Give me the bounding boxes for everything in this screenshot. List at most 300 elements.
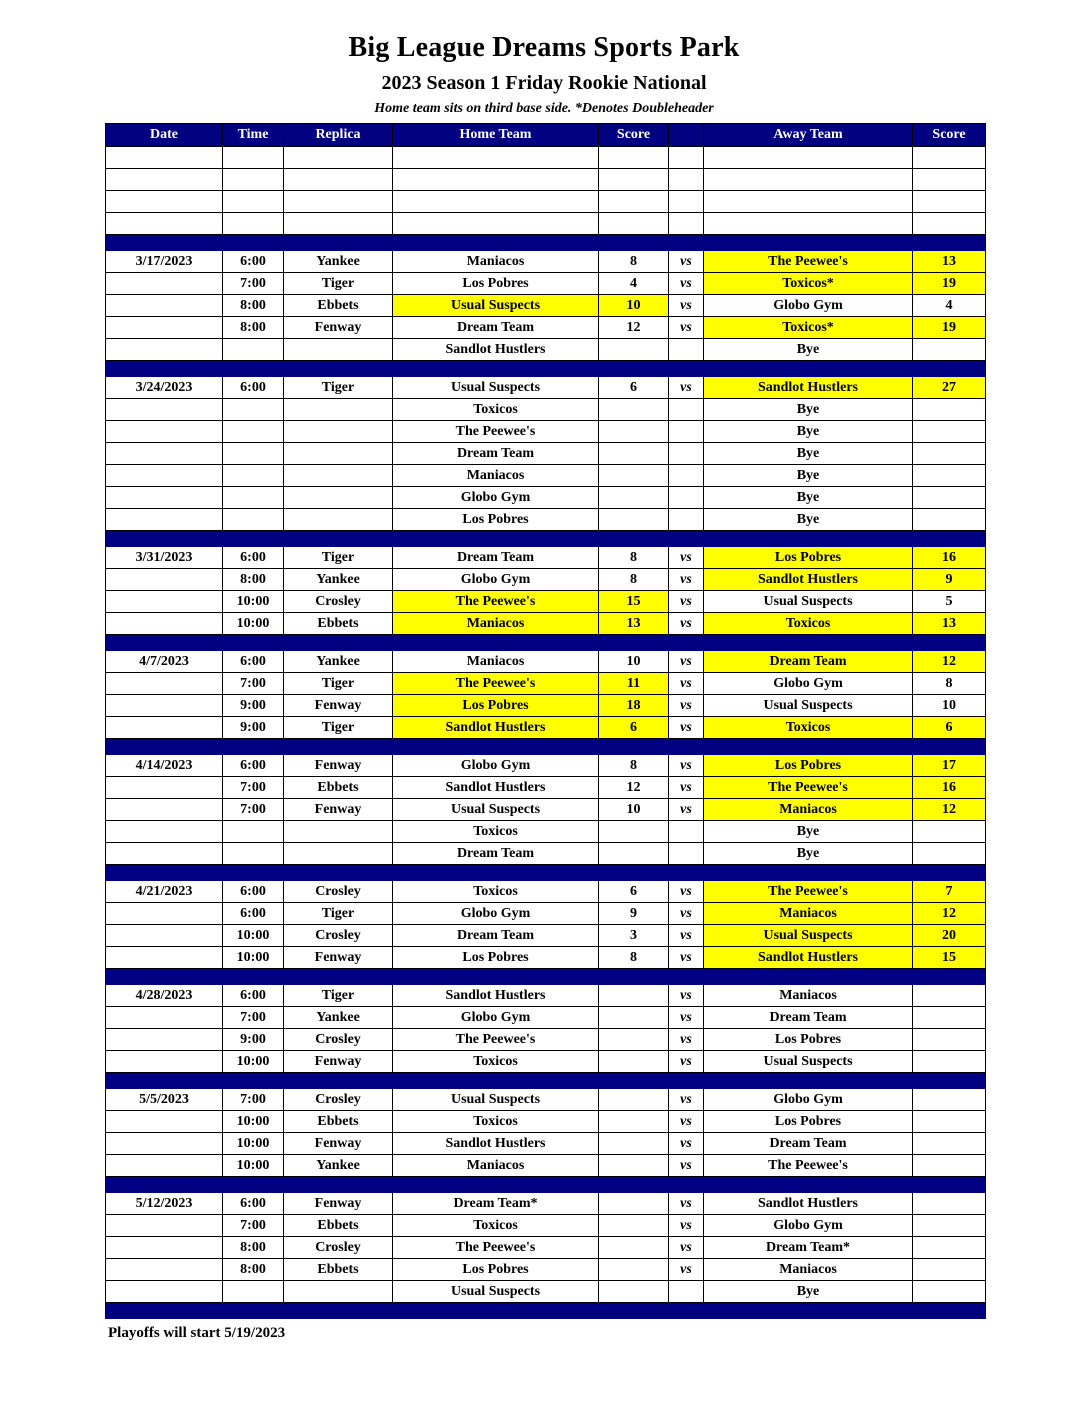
date-cell: [106, 317, 223, 339]
home-team-cell: Dream Team: [393, 547, 599, 569]
away-team-cell: The Peewee's: [704, 777, 913, 799]
game-row: [106, 673, 986, 695]
game-row: [106, 1259, 986, 1281]
home-team-cell: Dream Team: [393, 843, 599, 865]
replica-cell: Crosley: [284, 925, 393, 947]
replica-cell: Fenway: [284, 799, 393, 821]
game-row: [106, 317, 986, 339]
replica-cell: Fenway: [284, 1133, 393, 1155]
replica-cell: [284, 1281, 393, 1303]
vs-cell: [669, 487, 704, 509]
home-score-cell: 13: [599, 613, 669, 635]
empty-row: [106, 191, 986, 213]
time-cell: 9:00: [223, 717, 284, 739]
replica-cell: [284, 509, 393, 531]
date-cell: [106, 1111, 223, 1133]
date-cell: [106, 591, 223, 613]
empty-cell: [106, 169, 223, 191]
time-cell: 8:00: [223, 317, 284, 339]
bye-row: [106, 487, 986, 509]
away-score-cell: 27: [913, 377, 986, 399]
home-team-cell: Usual Suspects: [393, 1281, 599, 1303]
replica-cell: Tiger: [284, 903, 393, 925]
column-header-home-team: Home Team: [393, 124, 599, 147]
home-team-cell: Globo Gym: [393, 487, 599, 509]
vs-cell: vs: [669, 569, 704, 591]
empty-cell: [393, 213, 599, 235]
empty-cell: [704, 213, 913, 235]
home-team-cell: Dream Team: [393, 317, 599, 339]
column-header-time: Time: [223, 124, 284, 147]
home-team-cell: Toxicos: [393, 881, 599, 903]
game-row: [106, 1155, 986, 1177]
game-row: [106, 1111, 986, 1133]
away-score-cell: [913, 1215, 986, 1237]
date-cell: [106, 421, 223, 443]
vs-cell: vs: [669, 295, 704, 317]
home-team-cell: Usual Suspects: [393, 295, 599, 317]
time-cell: 10:00: [223, 613, 284, 635]
empty-cell: [913, 169, 986, 191]
date-cell: [106, 399, 223, 421]
empty-row: [106, 213, 986, 235]
away-score-cell: [913, 1259, 986, 1281]
away-score-cell: 5: [913, 591, 986, 613]
time-cell: [223, 339, 284, 361]
vs-cell: vs: [669, 777, 704, 799]
home-score-cell: [599, 1193, 669, 1215]
away-team-cell: The Peewee's: [704, 1155, 913, 1177]
game-row: [106, 1029, 986, 1051]
home-team-cell: Globo Gym: [393, 755, 599, 777]
home-score-cell: [599, 1281, 669, 1303]
date-cell: [106, 273, 223, 295]
date-cell: [106, 509, 223, 531]
game-row: [106, 273, 986, 295]
home-team-cell: Los Pobres: [393, 1259, 599, 1281]
date-cell: [106, 903, 223, 925]
home-team-cell: The Peewee's: [393, 421, 599, 443]
home-team-cell: Dream Team: [393, 925, 599, 947]
date-cell: [106, 1281, 223, 1303]
away-score-cell: 8: [913, 673, 986, 695]
home-team-cell: Toxicos: [393, 1215, 599, 1237]
time-cell: 7:00: [223, 273, 284, 295]
away-team-cell: Bye: [704, 509, 913, 531]
home-team-cell: Toxicos: [393, 1051, 599, 1073]
home-score-cell: [599, 465, 669, 487]
bye-row: [106, 843, 986, 865]
time-cell: 10:00: [223, 591, 284, 613]
date-cell: [106, 1133, 223, 1155]
week-separator-band: [106, 235, 986, 251]
date-cell: [106, 1007, 223, 1029]
replica-cell: Tiger: [284, 377, 393, 399]
away-team-cell: The Peewee's: [704, 251, 913, 273]
vs-cell: vs: [669, 673, 704, 695]
home-score-cell: [599, 1111, 669, 1133]
replica-cell: Fenway: [284, 1193, 393, 1215]
away-score-cell: [913, 443, 986, 465]
bye-row: [106, 399, 986, 421]
away-team-cell: Sandlot Hustlers: [704, 947, 913, 969]
game-row: [106, 985, 986, 1007]
header-row: [106, 124, 986, 147]
home-score-cell: [599, 985, 669, 1007]
time-cell: 10:00: [223, 1133, 284, 1155]
home-score-cell: 8: [599, 547, 669, 569]
date-cell: [106, 487, 223, 509]
away-team-cell: Bye: [704, 465, 913, 487]
date-cell: [106, 1259, 223, 1281]
replica-cell: Yankee: [284, 569, 393, 591]
home-score-cell: [599, 821, 669, 843]
replica-cell: Crosley: [284, 881, 393, 903]
vs-cell: vs: [669, 251, 704, 273]
week-separator-band: [106, 531, 986, 547]
home-score-cell: [599, 421, 669, 443]
home-score-cell: 10: [599, 295, 669, 317]
bye-row: [106, 421, 986, 443]
bye-row: [106, 339, 986, 361]
week-separator-band: [106, 361, 986, 377]
away-team-cell: Toxicos: [704, 717, 913, 739]
away-team-cell: Globo Gym: [704, 1215, 913, 1237]
replica-cell: Fenway: [284, 755, 393, 777]
replica-cell: [284, 421, 393, 443]
home-team-cell: Los Pobres: [393, 695, 599, 717]
away-team-cell: Dream Team*: [704, 1237, 913, 1259]
home-score-cell: 10: [599, 799, 669, 821]
replica-cell: Yankee: [284, 651, 393, 673]
home-team-cell: Maniacos: [393, 613, 599, 635]
empty-row: [106, 147, 986, 169]
replica-cell: Tiger: [284, 717, 393, 739]
vs-cell: vs: [669, 755, 704, 777]
replica-cell: Ebbets: [284, 613, 393, 635]
vs-cell: [669, 339, 704, 361]
vs-cell: vs: [669, 613, 704, 635]
away-score-cell: [913, 1007, 986, 1029]
week-separator-band: [106, 1303, 986, 1319]
away-score-cell: 16: [913, 777, 986, 799]
date-cell: 4/28/2023: [106, 985, 223, 1007]
game-row: [106, 651, 986, 673]
vs-cell: [669, 509, 704, 531]
away-score-cell: 7: [913, 881, 986, 903]
game-row: [106, 903, 986, 925]
home-score-cell: 6: [599, 881, 669, 903]
date-cell: 4/21/2023: [106, 881, 223, 903]
empty-cell: [223, 191, 284, 213]
away-team-cell: Bye: [704, 843, 913, 865]
column-header-vs: [669, 124, 704, 147]
replica-cell: Crosley: [284, 1029, 393, 1051]
vs-cell: vs: [669, 903, 704, 925]
date-cell: [106, 1029, 223, 1051]
home-team-cell: Maniacos: [393, 1155, 599, 1177]
page-note: Home team sits on third base side. *Denotes Doubleheader: [374, 101, 714, 116]
away-score-cell: 16: [913, 547, 986, 569]
away-team-cell: Maniacos: [704, 903, 913, 925]
home-score-cell: [599, 843, 669, 865]
game-row: [106, 1215, 986, 1237]
away-team-cell: Dream Team: [704, 1133, 913, 1155]
away-score-cell: 15: [913, 947, 986, 969]
empty-cell: [393, 191, 599, 213]
home-score-cell: 8: [599, 251, 669, 273]
game-row: [106, 1193, 986, 1215]
replica-cell: Crosley: [284, 591, 393, 613]
bye-row: [106, 465, 986, 487]
vs-cell: vs: [669, 925, 704, 947]
home-team-cell: Toxicos: [393, 1111, 599, 1133]
home-team-cell: Sandlot Hustlers: [393, 1133, 599, 1155]
time-cell: 7:00: [223, 673, 284, 695]
home-team-cell: Los Pobres: [393, 947, 599, 969]
away-team-cell: Bye: [704, 421, 913, 443]
away-score-cell: [913, 421, 986, 443]
game-row: [106, 1133, 986, 1155]
empty-cell: [669, 169, 704, 191]
vs-cell: vs: [669, 1133, 704, 1155]
replica-cell: Crosley: [284, 1089, 393, 1111]
date-cell: [106, 1215, 223, 1237]
time-cell: [223, 509, 284, 531]
home-team-cell: Maniacos: [393, 465, 599, 487]
home-team-cell: Sandlot Hustlers: [393, 777, 599, 799]
away-score-cell: [913, 1193, 986, 1215]
away-score-cell: [913, 465, 986, 487]
game-row: [106, 755, 986, 777]
empty-cell: [284, 213, 393, 235]
away-team-cell: Toxicos*: [704, 273, 913, 295]
date-cell: [106, 443, 223, 465]
away-score-cell: [913, 1237, 986, 1259]
schedule-body: [106, 147, 986, 1319]
away-score-cell: 19: [913, 317, 986, 339]
week-separator: [106, 635, 986, 651]
game-row: [106, 569, 986, 591]
away-team-cell: Bye: [704, 339, 913, 361]
replica-cell: Yankee: [284, 251, 393, 273]
home-team-cell: The Peewee's: [393, 1237, 599, 1259]
page-title: Big League Dreams Sports Park: [348, 32, 740, 63]
replica-cell: Ebbets: [284, 1215, 393, 1237]
game-row: [106, 777, 986, 799]
column-header-away-team: Away Team: [704, 124, 913, 147]
week-separator: [106, 969, 986, 985]
away-score-cell: 20: [913, 925, 986, 947]
vs-cell: [669, 443, 704, 465]
home-team-cell: The Peewee's: [393, 1029, 599, 1051]
replica-cell: [284, 487, 393, 509]
time-cell: [223, 465, 284, 487]
away-score-cell: [913, 509, 986, 531]
home-score-cell: [599, 1237, 669, 1259]
away-team-cell: Usual Suspects: [704, 695, 913, 717]
bye-row: [106, 1281, 986, 1303]
time-cell: 6:00: [223, 755, 284, 777]
time-cell: 8:00: [223, 1237, 284, 1259]
home-score-cell: 11: [599, 673, 669, 695]
date-cell: [106, 613, 223, 635]
away-score-cell: 13: [913, 251, 986, 273]
away-team-cell: Bye: [704, 821, 913, 843]
empty-cell: [223, 169, 284, 191]
empty-cell: [284, 147, 393, 169]
vs-cell: vs: [669, 1237, 704, 1259]
time-cell: 6:00: [223, 547, 284, 569]
date-cell: [106, 1051, 223, 1073]
game-row: [106, 1237, 986, 1259]
time-cell: 7:00: [223, 1089, 284, 1111]
empty-cell: [393, 169, 599, 191]
away-score-cell: 19: [913, 273, 986, 295]
replica-cell: Yankee: [284, 1007, 393, 1029]
home-score-cell: 8: [599, 569, 669, 591]
home-score-cell: [599, 1051, 669, 1073]
time-cell: 6:00: [223, 251, 284, 273]
date-cell: [106, 339, 223, 361]
home-team-cell: Maniacos: [393, 251, 599, 273]
empty-cell: [669, 147, 704, 169]
column-header-date: Date: [106, 124, 223, 147]
date-cell: 3/31/2023: [106, 547, 223, 569]
home-team-cell: Toxicos: [393, 399, 599, 421]
date-cell: 4/14/2023: [106, 755, 223, 777]
away-score-cell: 6: [913, 717, 986, 739]
date-cell: [106, 717, 223, 739]
date-cell: 4/7/2023: [106, 651, 223, 673]
time-cell: 6:00: [223, 903, 284, 925]
time-cell: 10:00: [223, 1051, 284, 1073]
home-score-cell: [599, 1089, 669, 1111]
home-team-cell: Los Pobres: [393, 273, 599, 295]
empty-cell: [599, 191, 669, 213]
home-score-cell: 9: [599, 903, 669, 925]
home-score-cell: [599, 1259, 669, 1281]
time-cell: 7:00: [223, 799, 284, 821]
empty-row: [106, 169, 986, 191]
time-cell: [223, 1281, 284, 1303]
replica-cell: Ebbets: [284, 1111, 393, 1133]
date-cell: [106, 777, 223, 799]
replica-cell: Tiger: [284, 273, 393, 295]
away-score-cell: [913, 1029, 986, 1051]
game-row: [106, 881, 986, 903]
home-score-cell: 15: [599, 591, 669, 613]
time-cell: 7:00: [223, 1007, 284, 1029]
week-separator: [106, 739, 986, 755]
home-score-cell: 8: [599, 947, 669, 969]
away-team-cell: Toxicos*: [704, 317, 913, 339]
vs-cell: vs: [669, 651, 704, 673]
empty-cell: [106, 213, 223, 235]
home-score-cell: 10: [599, 651, 669, 673]
game-row: [106, 251, 986, 273]
date-cell: [106, 465, 223, 487]
column-header-score: Score: [913, 124, 986, 147]
home-score-cell: [599, 1007, 669, 1029]
empty-cell: [106, 191, 223, 213]
away-team-cell: Los Pobres: [704, 755, 913, 777]
home-team-cell: Maniacos: [393, 651, 599, 673]
date-cell: [106, 295, 223, 317]
home-score-cell: [599, 1133, 669, 1155]
away-team-cell: Los Pobres: [704, 547, 913, 569]
time-cell: 8:00: [223, 295, 284, 317]
game-row: [106, 295, 986, 317]
time-cell: 6:00: [223, 377, 284, 399]
week-separator: [106, 1073, 986, 1089]
away-team-cell: Globo Gym: [704, 1089, 913, 1111]
week-separator: [106, 531, 986, 547]
away-score-cell: [913, 985, 986, 1007]
home-team-cell: Usual Suspects: [393, 1089, 599, 1111]
empty-cell: [669, 213, 704, 235]
week-separator: [106, 361, 986, 377]
away-team-cell: Usual Suspects: [704, 925, 913, 947]
away-score-cell: [913, 1155, 986, 1177]
home-team-cell: The Peewee's: [393, 673, 599, 695]
time-cell: 10:00: [223, 925, 284, 947]
date-cell: [106, 1237, 223, 1259]
game-row: [106, 613, 986, 635]
away-score-cell: [913, 487, 986, 509]
date-cell: [106, 821, 223, 843]
home-team-cell: Toxicos: [393, 821, 599, 843]
column-header-replica: Replica: [284, 124, 393, 147]
replica-cell: [284, 443, 393, 465]
vs-cell: vs: [669, 591, 704, 613]
home-score-cell: 18: [599, 695, 669, 717]
home-score-cell: [599, 399, 669, 421]
week-separator: [106, 865, 986, 881]
footer-note: Playoffs will start 5/19/2023: [108, 1325, 286, 1341]
empty-cell: [223, 213, 284, 235]
vs-cell: vs: [669, 881, 704, 903]
replica-cell: Yankee: [284, 1155, 393, 1177]
home-score-cell: [599, 443, 669, 465]
page-subtitle: 2023 Season 1 Friday Rookie National: [381, 72, 707, 94]
vs-cell: vs: [669, 317, 704, 339]
away-team-cell: Maniacos: [704, 799, 913, 821]
replica-cell: [284, 399, 393, 421]
vs-cell: [669, 821, 704, 843]
game-row: [106, 591, 986, 613]
time-cell: 10:00: [223, 1155, 284, 1177]
empty-cell: [284, 169, 393, 191]
away-score-cell: 12: [913, 903, 986, 925]
date-cell: [106, 569, 223, 591]
date-cell: [106, 673, 223, 695]
time-cell: 6:00: [223, 881, 284, 903]
empty-cell: [599, 213, 669, 235]
game-row: [106, 1089, 986, 1111]
game-row: [106, 377, 986, 399]
time-cell: [223, 399, 284, 421]
home-team-cell: Dream Team*: [393, 1193, 599, 1215]
away-team-cell: Usual Suspects: [704, 591, 913, 613]
away-team-cell: Bye: [704, 399, 913, 421]
replica-cell: Ebbets: [284, 295, 393, 317]
away-score-cell: [913, 1089, 986, 1111]
home-score-cell: 4: [599, 273, 669, 295]
away-team-cell: Sandlot Hustlers: [704, 377, 913, 399]
date-cell: [106, 1155, 223, 1177]
vs-cell: vs: [669, 985, 704, 1007]
